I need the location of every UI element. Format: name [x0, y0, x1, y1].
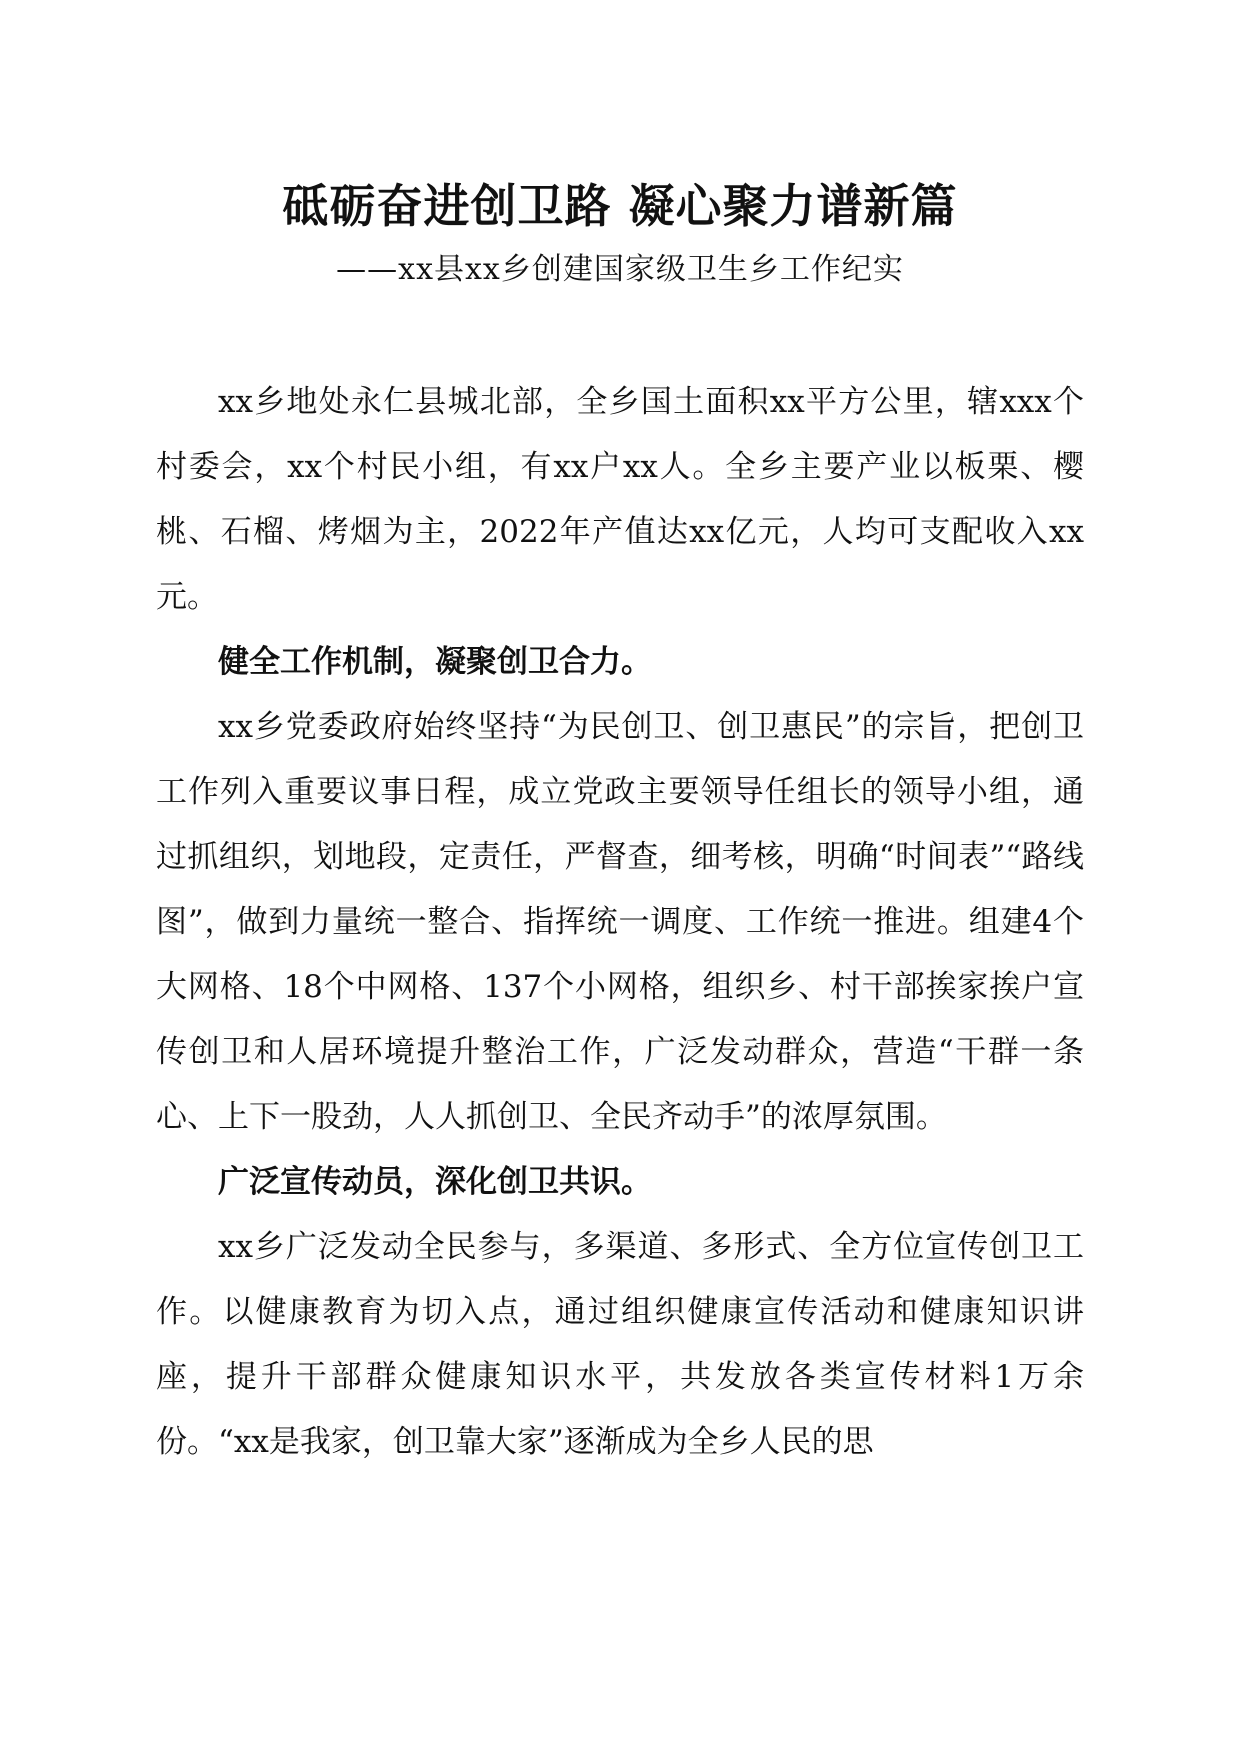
document-subtitle: ——xx县xx乡创建国家级卫生乡工作纪实 [336, 252, 904, 287]
section-heading-publicity: 广泛宣传动员，深化创卫共识。 [218, 1164, 652, 1200]
publicity-paragraph: xx乡广泛发动全民参与，多渠道、多形式、全方位宣传创卫工作。以健康教育为切入点，通过组织健康宣传活动和健康知识讲座，提升干部群众健康知识水平，共发放各类宣传材料1万余份。“xx是我家，创卫靠大家”逐渐成为全乡人民的思 [156, 1229, 1084, 1460]
section-heading-mechanism: 健全工作机制，凝聚创卫合力。 [218, 644, 652, 680]
intro-paragraph: xx乡地处永仁县城北部，全乡国土面积xx平方公里，辖xxx个村委会，xx个村民小组，有xx户xx人。全乡主要产业以板栗、樱桃、石榴、烤烟为主，2022年产值达xx亿元，人均可支配收入xx元。 [156, 384, 1084, 615]
mechanism-paragraph: xx乡党委政府始终坚持“为民创卫、创卫惠民”的宗旨，把创卫工作列入重要议事日程，成立党政主要领导任组长的领导小组，通过抓组织，划地段，定责任，严督查，细考核，明确“时间表”“路线图”，做到力量统一整合、指挥统一调度、工作统一推进。组建4个大网格、18个中网格、137个小网格，组织乡、村干部挨家挨户宣传创卫和人居环境提升整治工作，广泛发动群众，营造“干群一条心、上下一股劲，人人抓创卫、全民齐动手”的浓厚氛围。 [156, 709, 1084, 1135]
document-title: 砥砺奋进创卫路 凝心聚力谱新篇 [282, 179, 958, 233]
document-body [156, 370, 1084, 1475]
